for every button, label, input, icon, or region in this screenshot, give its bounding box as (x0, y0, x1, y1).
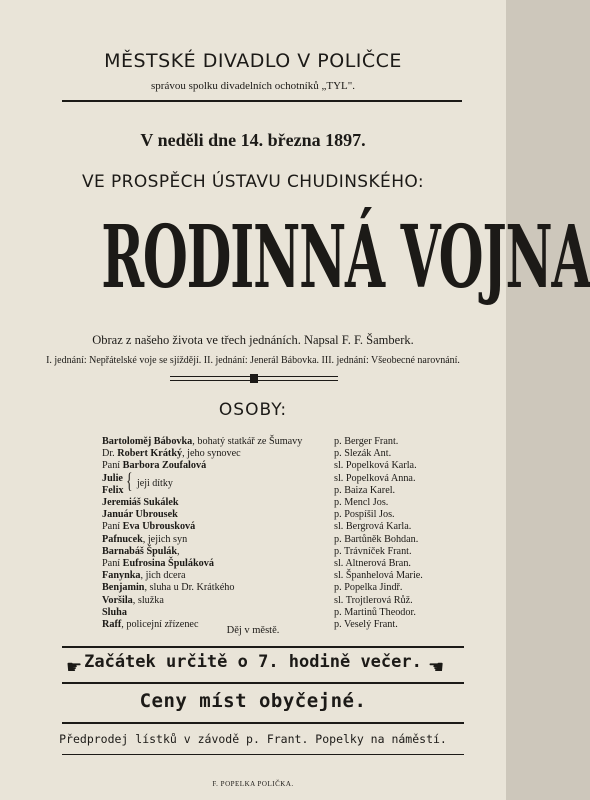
role-text (102, 484, 124, 497)
cast-row (102, 508, 462, 521)
role-name: Január Ubrousek (102, 509, 178, 521)
role-name: Sluha (102, 606, 127, 618)
role-text: Paní Eufrosina Špuláková (102, 558, 214, 569)
play-subtitle: Obraz z našeho života ve třech jednáních. Napsal F. F. Šamberk. (92, 333, 414, 347)
rule-start-top (62, 646, 464, 648)
role-text (102, 508, 178, 521)
printer-imprint: F. POPELKA POLIČKA. (212, 780, 294, 788)
cast-row (102, 594, 462, 607)
rule-prices-bottom (62, 722, 464, 724)
actor-name: sl. Španhelová Marie. (334, 570, 423, 582)
role-name: Felix (102, 484, 124, 496)
actor-name: p. Veselý Frant. (334, 619, 398, 630)
cast-row (102, 545, 462, 558)
role-text: Raff, policejní zřízenec (102, 619, 199, 630)
cast-row (102, 520, 462, 533)
actor-name: p. Popelka Jindř. (334, 582, 403, 594)
play-title: RODINNÁ VOJNA (101, 207, 590, 308)
role-name: Barnabáš Špulák (102, 545, 178, 557)
role-name: Pafnucek (102, 533, 143, 545)
persons-heading: OSOBY: (218, 400, 288, 420)
role-text (102, 472, 123, 485)
cast-row (102, 435, 462, 448)
role-text: Voršila, služka (102, 594, 164, 606)
role-name: Benjamin (102, 582, 145, 594)
brace-icon: { (126, 467, 133, 493)
role-text: Bartoloměj Bábovka, bohatý statkář ze Šumavy (102, 436, 303, 447)
theatre-name: MĚSTSKÉ DIVADLO V POLIČCE (104, 50, 402, 72)
role-name: Fanynka (102, 570, 141, 582)
actor-name: p. Berger Frant. (334, 436, 399, 447)
management-line: správou spolku divadelních ochotníků „TYL". (151, 80, 355, 92)
performance-date: V neděli dne 14. března 1897. (140, 130, 366, 150)
role-name: Raff (102, 619, 122, 630)
actor-name: sl. Altnerová Bran. (334, 558, 411, 569)
actor-name: p. Trávníček Frant. (334, 545, 412, 557)
role-name: Robert Krátký (117, 448, 183, 460)
benefit-line: VE PROSPĚCH ÚSTAVU CHUDINSKÉHO: (82, 172, 424, 192)
cast-row (102, 496, 462, 509)
actor-name: sl. Trojtlerová Růž. (334, 594, 413, 606)
role-name: Barbora Zoufalová (122, 460, 207, 472)
role-name: Julie (102, 472, 123, 484)
cast-row (102, 606, 462, 619)
role-text: Dr. Robert Krátký, jeho synovec (102, 448, 241, 460)
start-time: Začátek určitě o 7. hodině večer. (84, 652, 422, 672)
role-name: Eva Ubrousková (122, 521, 196, 533)
rule-presale-bottom (62, 754, 464, 755)
role-name: Jeremiáš Sukálek (102, 497, 179, 508)
role-text: Pafnucek, jejich syn (102, 533, 188, 545)
actor-name: p. Pospíšil Jos. (334, 509, 395, 521)
scene-line: Děj v městě. (226, 625, 280, 636)
actor-name: sl. Bergrová Karla. (334, 521, 412, 533)
role-text: Paní Eva Ubrousková (102, 521, 196, 533)
role-text: Paní Barbora Zoufalová (102, 460, 207, 472)
role-name: Bartoloměj Bábovka (102, 436, 193, 447)
cast-row (102, 533, 462, 546)
cast-row (102, 581, 462, 594)
role-text: Benjamin, sluha u Dr. Krátkého (102, 582, 235, 594)
role-name: Voršila (102, 594, 133, 606)
cast-row (102, 557, 462, 570)
ornament-center (250, 374, 258, 383)
actor-name: p. Slezák Ant. (334, 448, 392, 460)
role-text (102, 496, 179, 509)
cast-row (102, 447, 462, 460)
actor-name: sl. Popelková Karla. (334, 460, 417, 472)
acts-line: I. jednání: Nepřátelské voje se sjíždějí. II. jednání: Jenerál Bábovka. III. jednání: Všeobecné narovnání. (46, 355, 460, 366)
role-name: Eufrosina Špuláková (122, 558, 214, 569)
pointing-hand-left-icon: ☚ (428, 657, 445, 677)
header-rule (62, 100, 462, 102)
brace-note: jeji dítky (137, 477, 173, 489)
ticket-prices: Ceny míst obyčejné. (139, 690, 367, 712)
role-text: Barnabáš Špulák, (102, 545, 180, 557)
actor-name: p. Baiza Karel. (334, 484, 396, 496)
cast-row (102, 459, 462, 472)
pointing-hand-right-icon: ☛ (66, 657, 83, 677)
actor-name: p. Bartůněk Bohdan. (334, 533, 419, 545)
cast-row (102, 569, 462, 582)
rule-start-bottom (62, 682, 464, 684)
role-text: Fanynka, jich dcera (102, 570, 186, 582)
role-text (102, 606, 127, 619)
presale-info: Předprodej lístků v závodě p. Frant. Popelky na náměstí. (59, 732, 447, 746)
actor-name: sl. Popelková Anna. (334, 472, 416, 484)
actor-name: p. Mencl Jos. (334, 497, 389, 508)
actor-name: p. Martinů Theodor. (334, 606, 416, 618)
